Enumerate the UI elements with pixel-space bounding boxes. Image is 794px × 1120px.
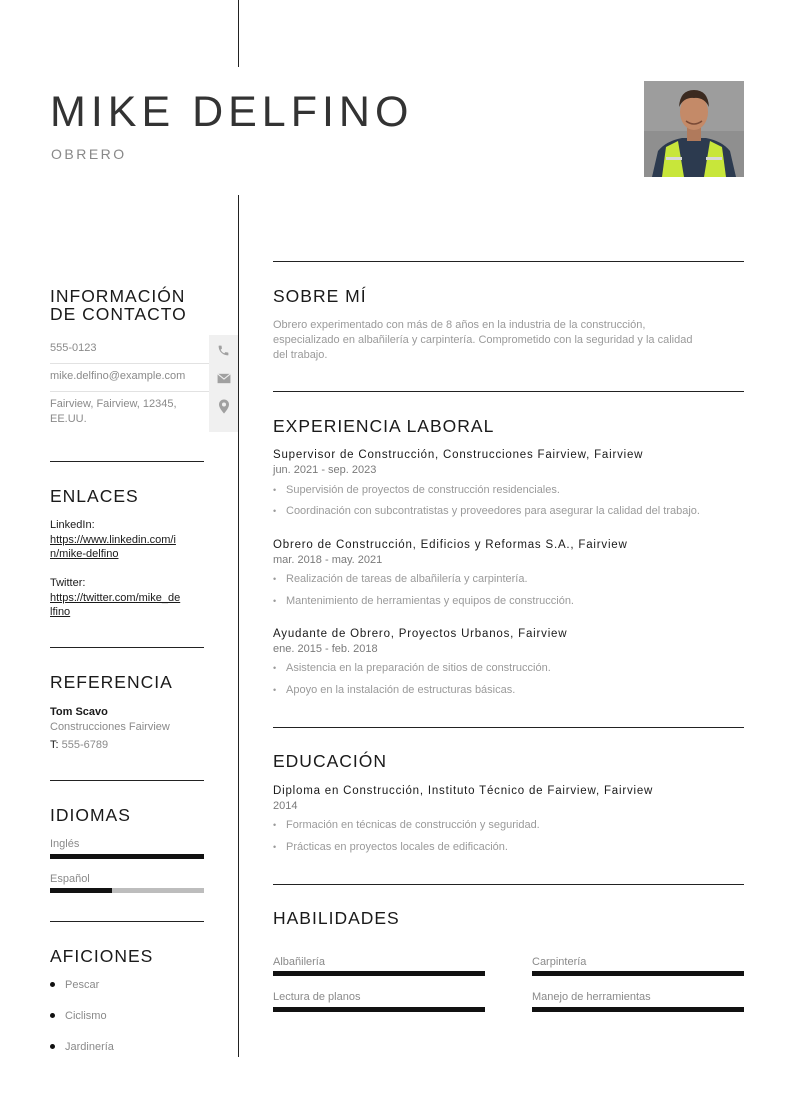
contact-divider xyxy=(50,363,210,364)
section-divider xyxy=(50,780,204,781)
contact-email[interactable]: mike.delfino@example.com xyxy=(50,370,186,382)
contact-icon-strip xyxy=(209,335,238,432)
contact-section-title xyxy=(50,287,187,323)
language-label: Español xyxy=(50,873,90,885)
top-divider-line xyxy=(238,0,239,67)
about-line: del trabajo. xyxy=(273,349,328,361)
job-bullet xyxy=(273,484,560,496)
contact-phone: 555-0123 xyxy=(50,342,97,354)
education-degree: Diploma en Construcción, Instituto Técnico de Fairview, Fairview xyxy=(273,785,654,797)
skill-level-bar xyxy=(532,1007,744,1012)
education-section-title: EDUCACIÓN xyxy=(273,751,388,771)
link-item-twitter xyxy=(50,576,210,620)
language-level-bar xyxy=(50,854,204,859)
section-divider xyxy=(50,647,204,648)
skills-section-title: HABILIDADES xyxy=(273,908,400,928)
skill-level-fill xyxy=(273,1007,485,1012)
bullet-dot-icon xyxy=(50,982,55,987)
job-bullet-text: Realización de tareas de albañilería y carpintería. xyxy=(286,573,528,585)
bullet-dot-icon: • xyxy=(273,842,277,852)
education-bullet xyxy=(273,841,508,853)
bullet-dot-icon: • xyxy=(273,574,277,584)
bullet-dot-icon: • xyxy=(273,685,277,695)
section-divider xyxy=(273,391,744,392)
job-bullet xyxy=(273,684,515,696)
contact-title-line-2: DE CONTACTO xyxy=(50,304,187,324)
skill-label: Albañilería xyxy=(273,956,325,968)
languages-section-title: IDIOMAS xyxy=(50,805,131,825)
job-bullet xyxy=(273,662,551,674)
reference-section-title: REFERENCIA xyxy=(50,672,173,692)
job-bullet-text: Mantenimiento de herramientas y equipos de construcción. xyxy=(286,595,574,607)
linkedin-link[interactable] xyxy=(50,534,176,561)
language-label: Inglés xyxy=(50,838,80,850)
skill-level-bar xyxy=(273,1007,485,1012)
skill-level-fill xyxy=(532,1007,744,1012)
link-label: LinkedIn: xyxy=(50,519,95,531)
hobby-item xyxy=(50,1010,107,1022)
reference-phone-label: T: xyxy=(50,739,59,751)
education-bullet xyxy=(273,819,540,831)
hobbies-section-title: AFICIONES xyxy=(50,946,154,966)
contact-divider xyxy=(50,391,210,392)
about-section-title: SOBRE MÍ xyxy=(273,286,367,306)
job-dates: mar. 2018 - may. 2021 xyxy=(273,554,383,566)
skill-label: Lectura de planos xyxy=(273,991,361,1003)
language-level-bar xyxy=(50,888,204,893)
skill-label: Carpintería xyxy=(532,956,587,968)
education-bullet-text: Formación en técnicas de construcción y seguridad. xyxy=(286,819,540,831)
skill-level-bar xyxy=(273,971,485,976)
job-dates: jun. 2021 - sep. 2023 xyxy=(273,464,377,476)
reference-block xyxy=(50,705,220,753)
bullet-dot-icon: • xyxy=(273,506,277,516)
job-bullet-text: Asistencia en la preparación de sitios de construcción. xyxy=(286,662,551,674)
contact-address-line-1: Fairview, Fairview, 12345, xyxy=(50,398,177,410)
job-bullet xyxy=(273,505,700,517)
language-level-fill xyxy=(50,888,112,893)
contact-address-line-2: EE.UU. xyxy=(50,412,87,425)
language-level-fill xyxy=(50,854,204,859)
experience-section-title: EXPERIENCIA LABORAL xyxy=(273,416,495,436)
link-item-linkedin xyxy=(50,518,210,562)
link-url-line-1: https://twitter.com/mike_de xyxy=(50,591,181,604)
hobby-label: Jardinería xyxy=(65,1041,114,1053)
about-text xyxy=(273,318,744,363)
link-url-line-2: n/mike-delfino xyxy=(50,548,119,560)
hobby-label: Pescar xyxy=(65,979,100,991)
job-bullet xyxy=(273,573,528,585)
bullet-dot-icon: • xyxy=(273,663,277,673)
reference-name: Tom Scavo xyxy=(50,706,108,718)
link-url-line-2: lfino xyxy=(50,606,71,618)
profile-photo xyxy=(644,81,744,177)
education-bullet-text: Prácticas en proyectos locales de edificación. xyxy=(286,841,508,853)
link-url-line-1: https://www.linkedin.com/i xyxy=(50,533,176,546)
skill-label: Manejo de herramientas xyxy=(532,991,651,1003)
candidate-name: MIKE DELFINO xyxy=(50,88,414,136)
section-divider xyxy=(273,884,744,885)
job-title: Ayudante de Obrero, Proyectos Urbanos, Fairview xyxy=(273,628,568,640)
section-divider xyxy=(273,727,744,728)
education-year: 2014 xyxy=(273,800,298,812)
hobby-item xyxy=(50,1041,114,1053)
job-title: Supervisor de Construcción, Construcciones Fairview, Fairview xyxy=(273,449,644,461)
job-bullet xyxy=(273,595,574,607)
skill-level-bar xyxy=(532,971,744,976)
job-bullet-text: Coordinación con subcontratistas y proveedores para asegurar la calidad del trabajo. xyxy=(286,505,700,517)
bullet-dot-icon: • xyxy=(273,820,277,830)
reference-company: Construcciones Fairview xyxy=(50,720,170,733)
phone-icon xyxy=(209,336,238,365)
hobby-item xyxy=(50,979,99,991)
job-title: Obrero de Construcción, Edificios y Reformas S.A., Fairview xyxy=(273,539,628,551)
section-divider xyxy=(273,261,744,262)
bullet-dot-icon: • xyxy=(273,485,277,495)
section-divider xyxy=(50,921,204,922)
about-line: Obrero experimentado con más de 8 años en la industria de la construcción, xyxy=(273,319,646,331)
job-bullet-text: Apoyo en la instalación de estructuras básicas. xyxy=(286,684,516,696)
candidate-role: OBRERO xyxy=(51,146,127,162)
reference-phone: 555-6789 xyxy=(61,739,109,751)
about-line: especializado en albañilería y carpintería. Comprometido con la seguridad y la calidad xyxy=(273,334,693,346)
envelope-icon xyxy=(209,364,238,393)
section-divider xyxy=(50,461,204,462)
map-pin-icon xyxy=(209,392,238,421)
link-label: Twitter: xyxy=(50,577,86,589)
job-bullet-text: Supervisión de proyectos de construcción residenciales. xyxy=(286,484,560,496)
links-section-title: ENLACES xyxy=(50,486,139,506)
column-divider-line xyxy=(238,195,239,1057)
skill-level-fill xyxy=(273,971,485,976)
bullet-dot-icon: • xyxy=(273,596,277,606)
hobby-label: Ciclismo xyxy=(65,1010,107,1022)
job-dates: ene. 2015 - feb. 2018 xyxy=(273,643,378,655)
skill-level-fill xyxy=(532,971,744,976)
bullet-dot-icon xyxy=(50,1044,55,1049)
bullet-dot-icon xyxy=(50,1013,55,1018)
twitter-link[interactable] xyxy=(50,592,180,619)
contact-title-line-1: INFORMACIÓN xyxy=(50,286,186,306)
reference-phone-row xyxy=(50,738,220,753)
